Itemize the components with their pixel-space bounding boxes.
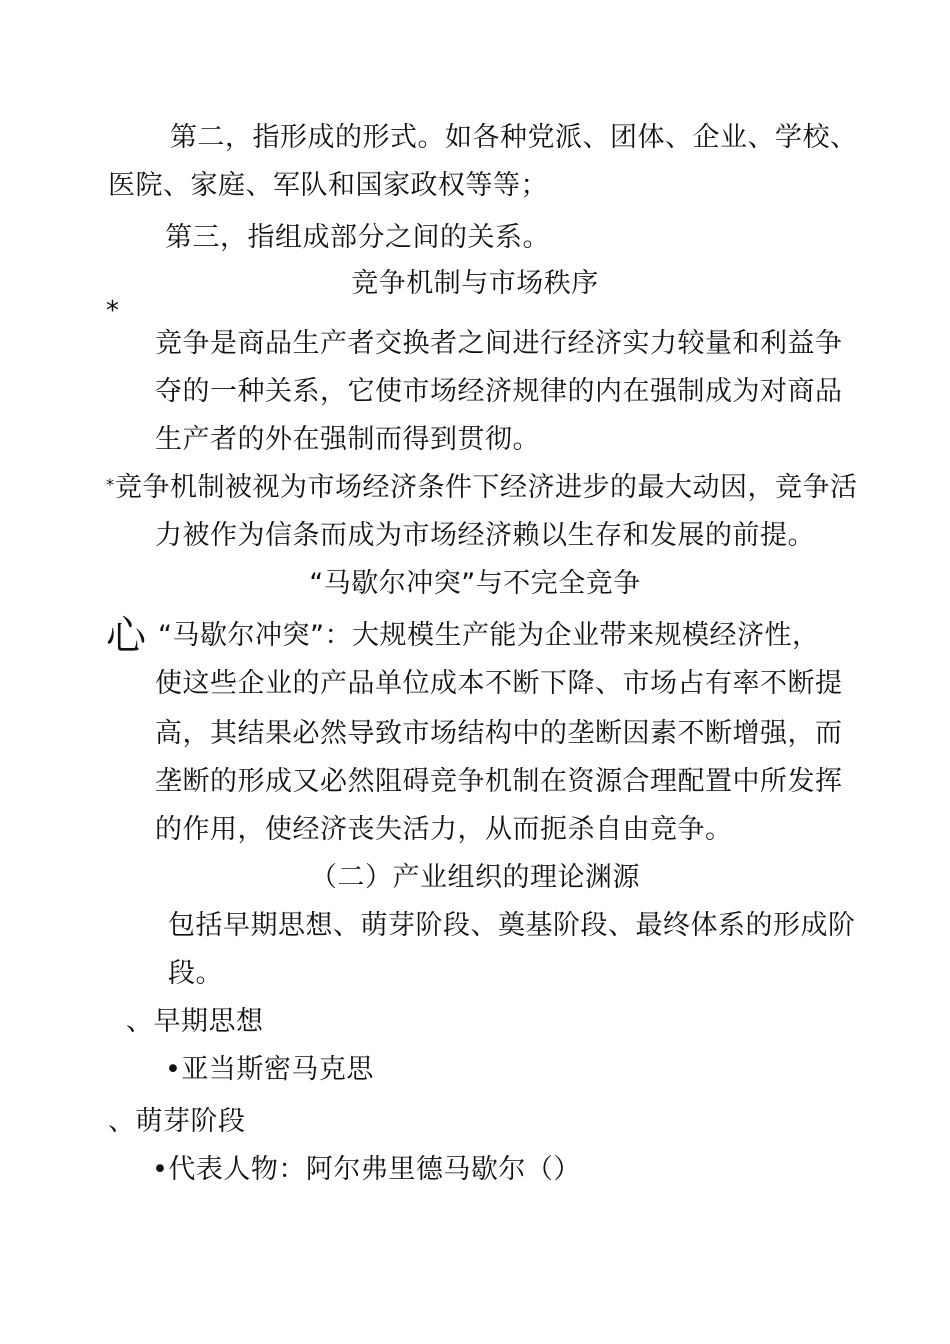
para3-line-3: 高，其结果必然导致市场结构中的垄断因素不断增强，而 <box>155 718 843 749</box>
para2-line-1: 竞争机制被视为市场经济条件下经济进步的最大动因，竞争活 <box>115 472 858 503</box>
heading-theory-origins: （二）产业组织的理论渊源 <box>310 862 640 893</box>
para1-line-3: 生产者的外在强制而得到贯彻。 <box>155 424 540 455</box>
para3-line-2: 使这些企业的产品单位成本不断下降、市场占有率不断提 <box>155 668 843 699</box>
list1-item: •亚当斯密马克思 <box>165 1054 374 1085</box>
para4-line-1: 包括早期思想、萌芽阶段、奠基阶段、最终体系的形成阶 <box>168 910 856 941</box>
heart-bullet: 心 <box>106 613 146 659</box>
star-marker: * <box>106 296 119 326</box>
para3-line-5: 的作用，使经济丧失活力，从而扼杀自由竞争。 <box>155 814 733 845</box>
para3-line-1: “马歇尔冲突”：大规模生产能为企业带来规模经济性， <box>158 620 820 651</box>
para2-line-2: 力被作为信条而成为市场经济赖以生存和发展的前提。 <box>155 520 815 551</box>
list1-title: 、早期思想 <box>126 1006 264 1037</box>
para3-line-4: 垄断的形成又必然阻碍竞争机制在资源合理配置中所发挥 <box>155 766 843 797</box>
para4-line-2: 段。 <box>168 958 223 989</box>
section1-line-2: 医院、家庭、军队和国家政权等等； <box>108 170 548 201</box>
heading-competition-mechanism: 竞争机制与市场秩序 <box>351 268 599 299</box>
section1-line-1: 第二，指形成的形式。如各种党派、团体、企业、学校、 <box>170 122 858 153</box>
list2-item: •代表人物：阿尔弗里德马歇尔（） <box>152 1154 581 1185</box>
para1-line-1: 竞争是商品生产者交换者之间进行经济实力较量和利益争 <box>155 328 843 359</box>
heading-marshall-conflict: “马歇尔冲突”与不完全竞争 <box>309 568 641 599</box>
list2-title: 、萌芽阶段 <box>108 1106 246 1137</box>
para1-line-2: 夺的一种关系，它使市场经济规律的内在强制成为对商品 <box>155 376 843 407</box>
para2-star-marker: * <box>106 475 114 494</box>
section1-line-3: 第三，指组成部分之间的关系。 <box>165 222 550 253</box>
